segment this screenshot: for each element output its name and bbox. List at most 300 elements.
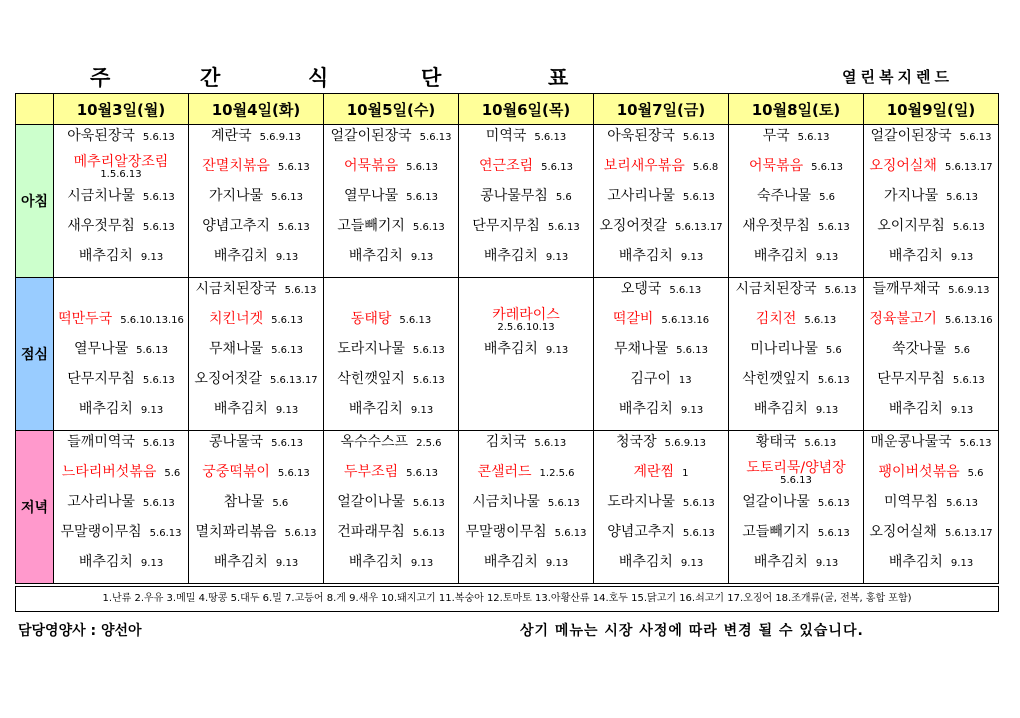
dish-item [189,398,323,428]
dish-item [324,338,458,368]
dish-name: 떡만두국 [58,311,113,327]
menu-cell [459,278,594,431]
menu-cell [459,431,594,584]
dish-item [459,461,593,491]
allergen-codes: 5.6.13 [271,315,303,326]
dish-name: 삭힌깻잎지 [337,371,405,387]
dish-name: 배추김치 [618,401,673,417]
dish-item [864,125,998,155]
dish-item [864,551,998,581]
allergen-codes: 5.6.13 [284,528,317,539]
allergen-codes: 5.6 [967,468,984,479]
allergen-codes: 5.6.13 [412,375,445,386]
allergen-codes: 1.5.6.13 [100,169,142,180]
dish-item [459,398,593,428]
dish-item [324,308,458,338]
dish-name: 미역국 [485,128,527,144]
dish-name: 고사리나물 [607,188,675,204]
dish-item [54,278,188,308]
dish-item [324,368,458,398]
menu-cell [189,125,324,278]
allergen-codes: 5.6.13 [142,222,175,233]
dish-name: 떡갈비 [612,311,654,327]
dish-name: 오징어젓갈 [599,218,667,234]
day-header: 10월3일(월) [54,94,189,125]
allergen-codes: 9.13 [140,558,164,569]
dish-item [324,215,458,245]
allergen-codes: 5.6.13 [824,285,857,296]
allergen-codes: 5.6.13 [406,468,438,479]
allergen-codes: 5.6.13 [534,132,567,143]
allergen-codes: 9.13 [815,252,839,263]
dish-name: 계란찜 [633,464,675,480]
dish-item [864,338,998,368]
allergen-codes: 5.6.13 [682,528,715,539]
dish-item [864,461,998,491]
allergen-codes: 5.6.13 [277,222,310,233]
dish-name: 배추김치 [753,401,808,417]
allergen-codes: 5.6.13 [412,528,445,539]
dish-item [189,521,323,551]
dish-item [324,278,458,308]
dish-name: 시금치된장국 [735,281,817,297]
meal-label: 점심 [16,278,54,431]
dish-item [459,521,593,551]
dish-name: 도라지나물 [607,494,675,510]
dish-item [864,308,998,338]
dish-name: 배추김치 [213,401,268,417]
allergen-codes: 5.6.13.16 [661,315,710,326]
allergen-codes: 5.6 [272,498,289,509]
allergen-codes: 9.13 [545,558,569,569]
dish-name: 정육불고기 [869,311,937,327]
menu-cell [594,431,729,584]
dish-item [459,245,593,275]
dish-name: 배추김치 [753,248,808,264]
dish-item [54,308,188,338]
allergen-codes: 5.6.13.17 [269,375,318,386]
dish-item [189,461,323,491]
allergen-codes: 9.13 [950,405,974,416]
dish-item [189,551,323,581]
dish-item [189,431,323,461]
dish-name: 단무지무침 [877,371,945,387]
dish-name: 치킨너겟 [209,311,264,327]
dish-item [54,521,188,551]
dish-item [459,308,593,338]
dish-item [729,461,863,491]
dish-item [54,338,188,368]
dish-name: 배추김치 [888,554,943,570]
title-char: 표 [548,66,569,90]
allergen-codes: 5.6.13 [817,528,850,539]
dish-item [189,215,323,245]
allergen-codes: 5.6.13 [682,132,715,143]
allergen-codes: 5.6.13 [682,498,715,509]
dish-name: 오징어실채 [869,158,937,174]
allergen-codes: 5.6.13 [554,528,587,539]
weekly-menu-table [15,93,999,584]
allergen-codes: 5.6.9.13 [948,285,990,296]
dish-item [459,125,593,155]
allergen-codes: 5.6.13 [804,438,837,449]
dish-item [459,278,593,308]
dish-name: 잔멸치볶음 [202,158,270,174]
meal-row [16,431,999,584]
allergen-codes: 5.6.13 [277,162,310,173]
allergen-codes: 9.13 [950,252,974,263]
day-header-row [16,94,999,125]
dish-name: 열무나물 [344,188,399,204]
dish-name: 팽이버섯볶음 [878,464,960,480]
dish-name: 얼갈이된장국 [870,128,952,144]
dish-name: 배추김치 [618,554,673,570]
dish-item [189,245,323,275]
dish-item [459,215,593,245]
dish-name: 삭힌깻잎지 [742,371,810,387]
dish-name: 무말랭이무침 [60,524,142,540]
allergen-codes: 5.6.9.13 [664,438,706,449]
allergen-codes: 5.6.13.17 [944,528,993,539]
allergen-codes: 5.6.13 [399,315,432,326]
dish-item [189,338,323,368]
dish-item [729,278,863,308]
allergen-codes: 9.13 [950,558,974,569]
dish-item [864,185,998,215]
dish-name: 배추김치 [213,554,268,570]
dish-item [864,278,998,308]
day-header: 10월5일(수) [324,94,459,125]
menu-cell [729,278,864,431]
dish-name: 참나물 [223,494,265,510]
menu-cell [189,278,324,431]
dish-item [594,308,728,338]
menu-cell [54,431,189,584]
allergen-codes: 9.13 [275,405,299,416]
dietitian-name: 담당영양사 : 양선아 [18,623,142,639]
day-header: 10월6일(목) [459,94,594,125]
dish-name: 배추김치 [78,554,133,570]
dish-name: 청국장 [616,434,657,450]
allergen-codes: 5.6.13 [149,528,182,539]
dish-name: 무국 [762,128,790,144]
allergen-codes: 5.6.13 [284,285,317,296]
allergen-codes: 9.13 [410,558,434,569]
dish-item [729,521,863,551]
dish-item [189,185,323,215]
allergen-codes: 5.6.13 [952,375,985,386]
change-notice: 상기 메뉴는 시장 사정에 따라 변경 될 수 있습니다. [520,623,864,639]
dish-item [864,398,998,428]
dish-name: 가지나물 [884,188,939,204]
dish-item [594,491,728,521]
dish-name: 배추김치 [483,341,538,357]
allergen-codes: 5.6.13 [277,468,310,479]
dish-item [459,368,593,398]
dish-name: 배추김치 [348,554,403,570]
meal-row [16,278,999,431]
allergen-codes: 5.6.13 [780,475,812,486]
meal-label: 아침 [16,125,54,278]
allergen-codes: 2.5.6.10.13 [497,322,555,333]
allergen-codes: 5.6.13 [811,162,843,173]
menu-cell [729,125,864,278]
title-char: 간 [200,66,221,90]
header-corner [16,94,54,125]
dish-name: 김치국 [485,434,527,450]
dish-name: 건파래무침 [337,524,405,540]
dish-item [594,338,728,368]
allergen-codes: 5.6.13 [406,192,438,203]
dish-item [54,155,188,185]
title-char: 단 [421,66,442,90]
dish-name: 단무지무침 [472,218,540,234]
dish-name: 콩나물무침 [480,188,548,204]
allergen-codes: 5.6.13 [682,192,715,203]
organization-name: 열린복지렌드 [842,68,953,86]
dish-item [459,155,593,185]
menu-cell [864,278,999,431]
allergen-codes: 5.6.13 [406,162,438,173]
allergen-codes: 5.6.13 [534,438,567,449]
dish-item [729,491,863,521]
dish-name: 콘샐러드 [477,464,532,480]
dish-name: 얼갈이나물 [742,494,810,510]
dish-name: 단무지무침 [67,371,135,387]
dish-item [459,338,593,368]
allergen-codes: 5.6.13 [946,498,978,509]
allergen-codes: 5.6.13.16 [944,315,993,326]
allergen-codes: 5.6 [164,468,181,479]
menu-cell [54,125,189,278]
dish-item [864,521,998,551]
menu-cell [324,431,459,584]
dish-item [324,398,458,428]
allergen-codes: 5.6.13 [271,192,303,203]
allergen-codes: 5.6.13 [547,222,580,233]
dish-item [864,245,998,275]
dish-item [594,521,728,551]
allergen-codes: 9.13 [140,405,164,416]
allergen-codes: 5.6.13 [142,498,175,509]
allergen-codes: 9.13 [275,252,299,263]
allergen-codes: 5.6.13 [804,315,837,326]
dish-item [729,398,863,428]
meal-row [16,125,999,278]
allergen-codes: 5.6.13 [797,132,830,143]
menu-cell [189,431,324,584]
allergen-codes: 5.6.9.13 [259,132,301,143]
dish-item [54,461,188,491]
dish-item [324,551,458,581]
allergen-codes: 9.13 [545,345,569,356]
allergen-codes: 5.6.13 [271,438,303,449]
allergen-codes: 5.6 [954,345,970,356]
dish-item [729,368,863,398]
dish-name: 배추김치 [78,248,133,264]
allergen-codes: 5.6.13 [676,345,708,356]
dish-item [729,155,863,185]
dish-name: 오뎅국 [620,281,662,297]
menu-cell [594,278,729,431]
dish-name: 무채나물 [209,341,264,357]
day-header: 10월9일(일) [864,94,999,125]
dish-name: 양념고추지 [607,524,675,540]
dish-item [324,521,458,551]
dish-item [864,491,998,521]
dish-name: 김구이 [630,371,671,387]
dish-name: 배추김치 [78,401,133,417]
dish-item [54,245,188,275]
dish-item [864,155,998,185]
title-char: 식 [308,66,329,90]
allergen-codes: 5.6.13 [547,498,580,509]
dish-item [729,185,863,215]
allergen-codes: 5.6.13 [952,222,985,233]
dish-name: 새우젓무침 [742,218,810,234]
dish-name: 시금치나물 [472,494,540,510]
dish-item [189,368,323,398]
dish-item [594,551,728,581]
dish-name: 배추김치 [483,554,538,570]
dish-item [324,185,458,215]
menu-cell [864,431,999,584]
dish-item [324,155,458,185]
dish-item [594,215,728,245]
meal-label: 저녁 [16,431,54,584]
dish-name: 미역무침 [884,494,939,510]
dish-item [189,125,323,155]
dish-item [864,215,998,245]
dish-item [54,431,188,461]
allergen-codes: 5.6.13 [412,222,445,233]
day-header: 10월4일(화) [189,94,324,125]
dish-name: 동태탕 [350,311,392,327]
allergen-codes: 5.6 [555,192,572,203]
dish-name: 어묵볶음 [344,158,399,174]
dish-name: 보리새우볶음 [603,158,685,174]
day-header: 10월7일(금) [594,94,729,125]
dish-name: 배추김치 [348,401,403,417]
dish-item [729,125,863,155]
dish-name: 양념고추지 [202,218,270,234]
dish-name: 오징어실채 [869,524,937,540]
dish-item [594,368,728,398]
allergen-codes: 5.6.13.17 [674,222,723,233]
allergen-codes: 1 [682,468,689,479]
allergen-codes: 5.6.13 [136,345,168,356]
dish-name: 가지나물 [209,188,264,204]
allergen-codes: 9.13 [680,558,704,569]
allergen-codes: 5.6.13 [419,132,452,143]
dish-name: 배추김치 [888,248,943,264]
allergen-codes: 5.6.13 [271,345,303,356]
allergen-codes: 5.6 [819,192,835,203]
dish-name: 궁중떡볶이 [202,464,270,480]
dish-item [729,551,863,581]
dish-item [729,431,863,461]
menu-cell [864,125,999,278]
allergen-codes: 9.13 [410,252,434,263]
allergen-codes: 5.6.13 [817,498,850,509]
dish-item [459,185,593,215]
dish-name: 열무나물 [74,341,129,357]
dish-name: 카레라이스 [492,307,560,323]
dish-item [729,338,863,368]
dish-item [864,431,998,461]
dish-name: 연근조림 [479,158,534,174]
dish-name: 미나리나물 [750,341,818,357]
dish-item [594,398,728,428]
dish-item [54,491,188,521]
dish-name: 무말랭이무침 [465,524,547,540]
dish-name: 고들빼기지 [742,524,810,540]
dish-name: 메추리알장조림 [73,154,169,170]
allergen-codes: 5.6.8 [692,162,719,173]
dish-item [189,278,323,308]
allergen-codes: 5.6 [825,345,842,356]
dish-item [594,155,728,185]
dish-item [594,461,728,491]
dish-item [324,245,458,275]
allergen-codes: 9.13 [410,405,434,416]
dish-name: 어묵볶음 [749,158,804,174]
allergen-codes: 5.6.13.17 [944,162,993,173]
allergen-codes: 5.6.13 [142,375,175,386]
dish-name: 매운콩나물국 [870,434,952,450]
dish-item [594,245,728,275]
dish-name: 계란국 [211,128,252,144]
allergen-codes: 9.13 [815,558,839,569]
dish-name: 황태국 [755,434,797,450]
dish-item [54,185,188,215]
dish-item [189,308,323,338]
dish-name: 배추김치 [348,248,403,264]
dish-item [594,185,728,215]
allergen-legend: 1.난류 2.우유 3.메밀 4.땅콩 5.대두 6.밀 7.고등어 8.게 9.새우 10.돼지고기 11.복숭아 12.토마토 13.아황산류 14.호두 15.닭고기 16.쇠고기 17.오징어 18.조개류(굴, 전복, 홍합 포함) [15,586,999,612]
dish-name: 도토리묵/양념장 [746,460,846,476]
dish-item [54,215,188,245]
dish-name: 배추김치 [753,554,808,570]
dish-name: 두부조림 [344,464,399,480]
dish-name: 숙주나물 [756,188,812,204]
dish-item [54,125,188,155]
dish-item [54,551,188,581]
allergen-codes: 5.6.13 [142,192,175,203]
menu-cell [324,278,459,431]
dish-name: 배추김치 [618,248,673,264]
allergen-codes: 9.13 [275,558,299,569]
allergen-codes: 9.13 [815,405,839,416]
allergen-codes: 5.6.13 [541,162,573,173]
dish-name: 새우젓무침 [67,218,135,234]
allergen-codes: 5.6.13 [946,192,978,203]
dish-name: 배추김치 [213,248,268,264]
dish-item [594,431,728,461]
allergen-codes: 5.6.13 [959,438,992,449]
title-char: 주 [90,66,111,90]
dish-name: 배추김치 [888,401,943,417]
dish-item [324,125,458,155]
dish-item [729,308,863,338]
dish-name: 얼갈이된장국 [330,128,412,144]
allergen-codes: 13 [678,375,692,386]
allergen-codes: 5.6.13 [959,132,992,143]
dish-name: 오이지무침 [877,218,945,234]
dish-item [54,368,188,398]
dish-item [459,491,593,521]
dish-item [459,431,593,461]
